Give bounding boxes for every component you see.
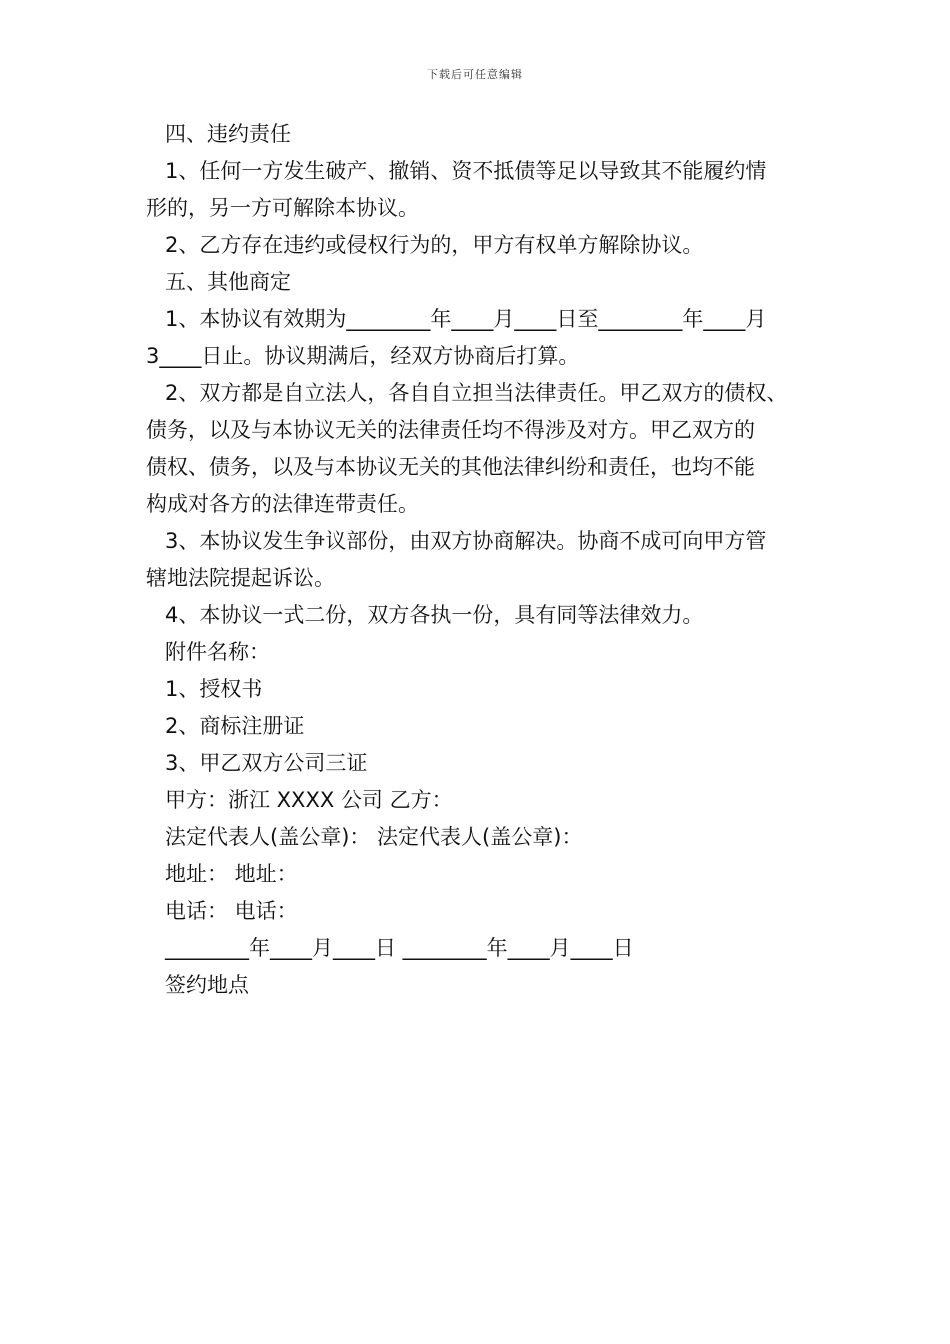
signature-date-line: ________年____月____日 ________年____月____日 <box>165 936 634 960</box>
paragraph-line: 3____日止。协议期满后，经双方协商后打算。 <box>146 344 580 368</box>
attachments-heading: 附件名称： <box>165 640 270 664</box>
paragraph-line: 债务，以及与本协议无关的法律责任均不得涉及对方。甲乙双方的 <box>146 418 755 442</box>
paragraph-line: 4、本协议一式二份，双方各执一份，具有同等法律效力。 <box>165 603 704 627</box>
section-heading-breach: 四、违约责任 <box>165 122 291 146</box>
paragraph-line: 1、任何一方发生破产、撤销、资不抵债等足以导致其不能履约情 <box>165 159 767 183</box>
page-header-note: 下载后可任意编辑 <box>427 68 523 81</box>
attachment-item: 3、甲乙双方公司三证 <box>165 751 368 775</box>
phone-line: 电话： 电话： <box>165 899 298 923</box>
signing-location-line: 签约地点 <box>165 973 249 997</box>
paragraph-line: 3、本协议发生争议部份，由双方协商解决。协商不成可向甲方管 <box>165 529 767 553</box>
attachment-item: 2、商标注册证 <box>165 714 305 738</box>
paragraph-line: 2、乙方存在违约或侵权行为的，甲方有权单方解除协议。 <box>165 233 704 257</box>
paragraph-line: 1、本协议有效期为________年____月____日至________年____月 <box>165 307 767 331</box>
paragraph-line: 形的，另一方可解除本协议。 <box>146 196 419 220</box>
paragraph-line: 债权、债务，以及与本协议无关的其他法律纠纷和责任，也均不能 <box>146 455 755 479</box>
party-names-line: 甲方：浙江 XXXX 公司 乙方： <box>165 788 453 812</box>
paragraph-line: 构成对各方的法律连带责任。 <box>146 492 419 516</box>
attachment-item: 1、授权书 <box>165 677 263 701</box>
section-heading-other: 五、其他商定 <box>165 270 291 294</box>
document-body <box>146 116 826 1004</box>
legal-representative-line: 法定代表人(盖公章)： 法定代表人(盖公章)： <box>165 825 583 849</box>
paragraph-line: 辖地法院提起诉讼。 <box>146 566 335 590</box>
paragraph-line: 2、双方都是自立法人，各自自立担当法律责任。甲乙双方的债权、 <box>165 381 788 405</box>
address-line: 地址： 地址： <box>165 862 298 886</box>
